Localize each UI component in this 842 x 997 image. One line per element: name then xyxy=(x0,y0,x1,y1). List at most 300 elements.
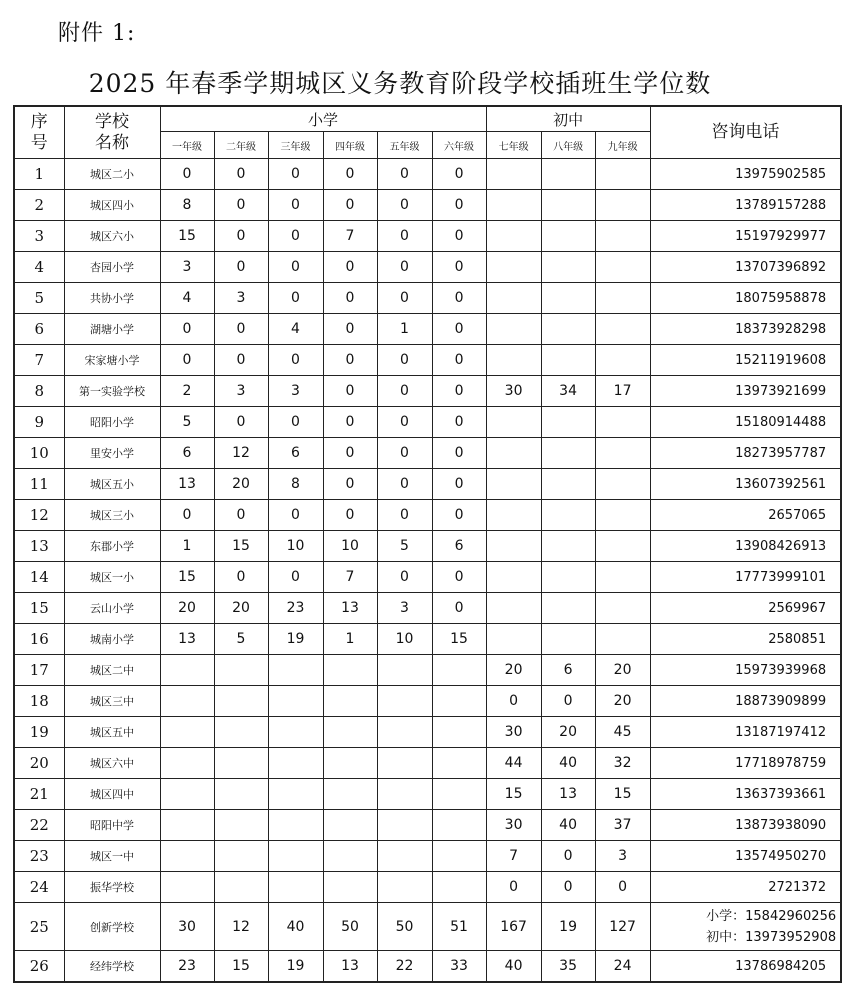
row-number: 2 xyxy=(14,190,64,221)
grade-seats-cell: 15 xyxy=(595,779,650,810)
grade-seats-cell: 15 xyxy=(486,779,541,810)
grade-seats-cell xyxy=(486,283,541,314)
grade-seats-cell: 0 xyxy=(541,872,595,903)
phone-number: 13786984205 xyxy=(735,958,827,974)
grade-seats-cell xyxy=(541,469,595,500)
grade-seats-cell: 127 xyxy=(595,903,650,951)
grade-seats-cell: 0 xyxy=(432,159,486,190)
school-name: 城区五小 xyxy=(64,469,160,500)
grade-seats-cell xyxy=(595,252,650,283)
grade-seats-cell: 0 xyxy=(432,252,486,283)
grade-seats-cell: 51 xyxy=(432,903,486,951)
grade-seats-cell: 0 xyxy=(432,500,486,531)
seq-header-line1: 序 xyxy=(30,111,48,132)
grade-seats-cell xyxy=(377,686,432,717)
school-header xyxy=(64,106,160,159)
grade-seats-cell xyxy=(486,562,541,593)
phone-cell xyxy=(650,469,841,500)
grade-seats-cell xyxy=(268,779,323,810)
grade-seats-cell xyxy=(268,655,323,686)
grade-seats-cell xyxy=(595,593,650,624)
grade-seats-cell: 3 xyxy=(160,252,214,283)
grade-header: 二年级 xyxy=(214,132,268,159)
grade-seats-cell xyxy=(377,779,432,810)
phone-number: 15211919608 xyxy=(735,352,827,368)
phone-cell xyxy=(650,159,841,190)
grade-seats-cell: 0 xyxy=(432,190,486,221)
phone-number: 2657065 xyxy=(768,507,827,523)
grade-seats-cell xyxy=(323,686,377,717)
grade-header: 九年级 xyxy=(595,132,650,159)
grade-seats-cell: 13 xyxy=(160,624,214,655)
grade-seats-cell xyxy=(268,717,323,748)
school-header-line1: 学校 xyxy=(95,111,129,132)
seq-header xyxy=(14,106,64,159)
grade-seats-cell xyxy=(377,810,432,841)
grade-seats-cell: 0 xyxy=(214,562,268,593)
phone-cell xyxy=(650,190,841,221)
grade-seats-cell xyxy=(432,810,486,841)
phone-number: 15973939968 xyxy=(735,662,827,678)
grade-seats-cell: 15 xyxy=(432,624,486,655)
row-number: 26 xyxy=(14,951,64,983)
grade-seats-cell xyxy=(486,624,541,655)
grade-seats-cell: 0 xyxy=(268,407,323,438)
row-number: 8 xyxy=(14,376,64,407)
phone-number: 17773999101 xyxy=(735,569,827,585)
row-number: 13 xyxy=(14,531,64,562)
row-number: 24 xyxy=(14,872,64,903)
grade-seats-cell: 35 xyxy=(541,951,595,983)
row-number: 3 xyxy=(14,221,64,252)
grade-seats-cell: 0 xyxy=(323,283,377,314)
row-number: 12 xyxy=(14,500,64,531)
grade-seats-cell: 0 xyxy=(432,314,486,345)
school-name: 城区五中 xyxy=(64,717,160,748)
grade-seats-cell xyxy=(595,562,650,593)
grade-seats-cell: 0 xyxy=(214,500,268,531)
phone-number: 18075958878 xyxy=(735,290,827,306)
grade-seats-cell: 45 xyxy=(595,717,650,748)
grade-seats-cell: 12 xyxy=(214,903,268,951)
grade-seats-cell xyxy=(323,872,377,903)
grade-seats-cell: 3 xyxy=(214,283,268,314)
phone-cell xyxy=(650,221,841,252)
phone-number: 15197929977 xyxy=(735,228,827,244)
grade-seats-cell: 5 xyxy=(377,531,432,562)
table-row xyxy=(14,624,841,655)
phone-cell xyxy=(650,407,841,438)
table-row xyxy=(14,252,841,283)
table-row xyxy=(14,469,841,500)
grade-seats-cell xyxy=(541,531,595,562)
grade-seats-cell xyxy=(432,717,486,748)
row-number: 18 xyxy=(14,686,64,717)
grade-seats-cell xyxy=(541,438,595,469)
grade-seats-cell xyxy=(323,717,377,748)
grade-seats-cell: 0 xyxy=(377,159,432,190)
grade-seats-cell xyxy=(214,841,268,872)
grade-seats-cell xyxy=(268,841,323,872)
school-name: 振华学校 xyxy=(64,872,160,903)
phone-cell xyxy=(650,376,841,407)
grade-seats-cell: 20 xyxy=(486,655,541,686)
school-name: 城区六小 xyxy=(64,221,160,252)
grade-seats-cell xyxy=(268,810,323,841)
phone-number: 2721372 xyxy=(768,879,827,895)
grade-seats-cell: 0 xyxy=(268,159,323,190)
grade-seats-cell: 0 xyxy=(323,376,377,407)
phone-number: 初中：13973952908 xyxy=(706,929,837,945)
grade-seats-cell xyxy=(377,655,432,686)
phone-number: 13973921699 xyxy=(735,383,827,399)
grade-seats-cell: 6 xyxy=(541,655,595,686)
grade-seats-cell: 0 xyxy=(377,500,432,531)
table-row xyxy=(14,655,841,686)
grade-seats-cell: 2 xyxy=(160,376,214,407)
school-name: 城区一小 xyxy=(64,562,160,593)
table-body xyxy=(14,159,841,983)
grade-seats-cell xyxy=(541,252,595,283)
table-row xyxy=(14,562,841,593)
grade-seats-cell: 10 xyxy=(323,531,377,562)
phone-number: 2569967 xyxy=(768,600,827,616)
grade-seats-cell: 0 xyxy=(214,407,268,438)
grade-seats-cell: 0 xyxy=(432,593,486,624)
table-row xyxy=(14,314,841,345)
grade-seats-cell: 0 xyxy=(323,407,377,438)
grade-seats-cell: 0 xyxy=(377,283,432,314)
grade-seats-cell: 0 xyxy=(214,252,268,283)
grade-seats-cell xyxy=(160,779,214,810)
grade-seats-cell: 0 xyxy=(432,438,486,469)
grade-seats-cell xyxy=(595,190,650,221)
grade-seats-cell: 1 xyxy=(323,624,377,655)
grade-seats-cell: 0 xyxy=(214,190,268,221)
phone-number: 2580851 xyxy=(768,631,827,647)
grade-seats-cell: 32 xyxy=(595,748,650,779)
grade-seats-cell: 13 xyxy=(323,951,377,983)
grade-seats-cell: 0 xyxy=(323,159,377,190)
grade-seats-cell xyxy=(432,655,486,686)
row-number: 11 xyxy=(14,469,64,500)
phone-number: 13187197412 xyxy=(735,724,827,740)
table-row xyxy=(14,951,841,983)
phone-cell xyxy=(650,252,841,283)
grade-seats-cell: 7 xyxy=(323,562,377,593)
grade-seats-cell: 0 xyxy=(377,407,432,438)
row-number: 20 xyxy=(14,748,64,779)
grade-seats-cell: 20 xyxy=(541,717,595,748)
grade-seats-cell: 19 xyxy=(268,624,323,655)
grade-seats-cell: 0 xyxy=(268,562,323,593)
attachment-label: 附件 1: xyxy=(58,21,136,46)
grade-seats-cell xyxy=(541,159,595,190)
grade-seats-cell: 12 xyxy=(214,438,268,469)
row-number: 25 xyxy=(14,903,64,951)
grade-seats-cell: 0 xyxy=(377,221,432,252)
grade-seats-cell: 0 xyxy=(323,500,377,531)
grade-seats-cell xyxy=(160,748,214,779)
school-name: 宋家塘小学 xyxy=(64,345,160,376)
grade-header: 六年级 xyxy=(432,132,486,159)
grade-seats-cell xyxy=(214,686,268,717)
school-name: 昭阳中学 xyxy=(64,810,160,841)
grade-seats-cell: 22 xyxy=(377,951,432,983)
grade-seats-cell: 10 xyxy=(377,624,432,655)
grade-seats-cell: 0 xyxy=(323,469,377,500)
grade-seats-cell xyxy=(160,810,214,841)
school-name: 湖塘小学 xyxy=(64,314,160,345)
grade-seats-cell xyxy=(323,841,377,872)
grade-seats-cell xyxy=(595,624,650,655)
grade-seats-cell xyxy=(595,438,650,469)
phone-cell xyxy=(650,500,841,531)
grade-seats-cell: 167 xyxy=(486,903,541,951)
grade-seats-cell xyxy=(160,655,214,686)
grade-seats-cell: 19 xyxy=(541,903,595,951)
grade-seats-cell: 0 xyxy=(377,438,432,469)
grade-seats-cell: 8 xyxy=(268,469,323,500)
grade-seats-cell: 15 xyxy=(214,951,268,983)
grade-seats-cell: 0 xyxy=(595,872,650,903)
phone-number: 13574950270 xyxy=(735,848,827,864)
grade-seats-cell xyxy=(377,872,432,903)
phone-cell xyxy=(650,872,841,903)
row-number: 5 xyxy=(14,283,64,314)
grade-seats-cell xyxy=(541,593,595,624)
grade-seats-cell xyxy=(486,345,541,376)
grade-seats-cell xyxy=(541,283,595,314)
phone-number: 17718978759 xyxy=(735,755,827,771)
phone-number: 13789157288 xyxy=(735,197,827,213)
grade-seats-cell: 0 xyxy=(323,252,377,283)
phone-number: 13607392561 xyxy=(735,476,827,492)
grade-seats-cell: 0 xyxy=(268,500,323,531)
row-number: 17 xyxy=(14,655,64,686)
grade-seats-cell: 20 xyxy=(595,686,650,717)
school-name: 里安小学 xyxy=(64,438,160,469)
grade-seats-cell: 0 xyxy=(541,686,595,717)
grade-seats-cell xyxy=(432,748,486,779)
grade-seats-cell xyxy=(214,748,268,779)
grade-seats-cell: 44 xyxy=(486,748,541,779)
school-name: 杏园小学 xyxy=(64,252,160,283)
grade-seats-cell: 15 xyxy=(214,531,268,562)
school-name: 城区六中 xyxy=(64,748,160,779)
grade-seats-cell xyxy=(486,407,541,438)
grade-seats-cell xyxy=(541,221,595,252)
grade-seats-cell: 0 xyxy=(432,469,486,500)
grade-seats-cell xyxy=(432,686,486,717)
primary-school-header: 小学 xyxy=(160,106,486,132)
grade-seats-cell: 3 xyxy=(377,593,432,624)
grade-seats-cell xyxy=(486,314,541,345)
table-row xyxy=(14,810,841,841)
table-row xyxy=(14,779,841,810)
grade-seats-cell xyxy=(541,190,595,221)
phone-cell xyxy=(650,531,841,562)
phone-number: 18373928298 xyxy=(735,321,827,337)
phone-cell xyxy=(650,903,841,951)
phone-cell xyxy=(650,810,841,841)
grade-seats-cell: 0 xyxy=(377,562,432,593)
table-row xyxy=(14,903,841,951)
grade-seats-cell: 0 xyxy=(160,159,214,190)
grade-seats-cell: 0 xyxy=(323,345,377,376)
grade-seats-cell: 0 xyxy=(160,345,214,376)
grade-seats-cell: 3 xyxy=(268,376,323,407)
grade-seats-cell: 8 xyxy=(160,190,214,221)
phone-cell xyxy=(650,748,841,779)
grade-seats-cell: 0 xyxy=(214,221,268,252)
table-row xyxy=(14,593,841,624)
grade-seats-cell xyxy=(486,593,541,624)
phone-cell xyxy=(650,779,841,810)
grade-header: 三年级 xyxy=(268,132,323,159)
grade-seats-cell xyxy=(160,872,214,903)
school-name: 城南小学 xyxy=(64,624,160,655)
grade-seats-cell: 0 xyxy=(268,252,323,283)
row-number: 15 xyxy=(14,593,64,624)
grade-seats-cell: 20 xyxy=(160,593,214,624)
grade-seats-cell: 0 xyxy=(432,407,486,438)
table-row xyxy=(14,748,841,779)
grade-seats-cell: 0 xyxy=(432,283,486,314)
grade-seats-cell: 7 xyxy=(323,221,377,252)
grade-seats-cell xyxy=(268,686,323,717)
table-row xyxy=(14,159,841,190)
grade-seats-cell xyxy=(214,717,268,748)
grade-seats-cell xyxy=(160,841,214,872)
row-number: 6 xyxy=(14,314,64,345)
grade-seats-cell: 20 xyxy=(595,655,650,686)
grade-seats-cell: 0 xyxy=(486,686,541,717)
middle-school-header: 初中 xyxy=(486,106,650,132)
phone-number: 13707396892 xyxy=(735,259,827,275)
grade-seats-cell: 20 xyxy=(214,469,268,500)
phone-cell xyxy=(650,686,841,717)
grade-seats-cell: 4 xyxy=(160,283,214,314)
phone-cell xyxy=(650,593,841,624)
phone-cell xyxy=(650,717,841,748)
school-name: 经纬学校 xyxy=(64,951,160,983)
grade-seats-cell: 0 xyxy=(323,190,377,221)
grade-seats-cell: 40 xyxy=(486,951,541,983)
table-row xyxy=(14,717,841,748)
grade-seats-cell xyxy=(486,190,541,221)
grade-seats-cell: 0 xyxy=(323,314,377,345)
grade-seats-cell: 0 xyxy=(432,562,486,593)
grade-seats-cell xyxy=(377,841,432,872)
table-row xyxy=(14,438,841,469)
grade-seats-cell: 5 xyxy=(214,624,268,655)
grade-seats-cell: 6 xyxy=(432,531,486,562)
school-name: 共协小学 xyxy=(64,283,160,314)
grade-seats-cell: 0 xyxy=(323,438,377,469)
grade-seats-cell xyxy=(323,655,377,686)
phone-cell xyxy=(650,841,841,872)
grade-seats-cell xyxy=(541,500,595,531)
grade-seats-cell xyxy=(595,407,650,438)
school-name: 城区二小 xyxy=(64,159,160,190)
school-name: 城区四小 xyxy=(64,190,160,221)
grade-seats-cell xyxy=(486,531,541,562)
school-name: 城区三小 xyxy=(64,500,160,531)
phone-cell xyxy=(650,314,841,345)
grade-seats-cell xyxy=(486,438,541,469)
grade-seats-cell: 7 xyxy=(486,841,541,872)
table-row xyxy=(14,872,841,903)
table-header xyxy=(14,106,841,159)
grade-header: 四年级 xyxy=(323,132,377,159)
grade-seats-cell xyxy=(595,531,650,562)
row-number: 21 xyxy=(14,779,64,810)
table-row xyxy=(14,531,841,562)
grade-seats-cell xyxy=(377,748,432,779)
table-row xyxy=(14,407,841,438)
phone-cell xyxy=(650,562,841,593)
row-number: 7 xyxy=(14,345,64,376)
row-number: 16 xyxy=(14,624,64,655)
grade-seats-cell xyxy=(268,748,323,779)
grade-seats-cell xyxy=(595,159,650,190)
grade-header: 七年级 xyxy=(486,132,541,159)
grade-seats-cell: 15 xyxy=(160,221,214,252)
grade-seats-cell: 6 xyxy=(160,438,214,469)
grade-seats-cell: 19 xyxy=(268,951,323,983)
page-title: 2025 年春季学期城区义务教育阶段学校插班生学位数 xyxy=(88,69,712,98)
grade-seats-cell xyxy=(486,469,541,500)
enrollment-table xyxy=(13,105,842,983)
grade-seats-cell: 40 xyxy=(541,748,595,779)
grade-seats-cell: 20 xyxy=(214,593,268,624)
school-name: 第一实验学校 xyxy=(64,376,160,407)
grade-seats-cell: 0 xyxy=(214,314,268,345)
grade-seats-cell xyxy=(214,655,268,686)
grade-seats-cell xyxy=(160,686,214,717)
grade-seats-cell xyxy=(323,748,377,779)
grade-seats-cell xyxy=(486,221,541,252)
grade-header: 五年级 xyxy=(377,132,432,159)
grade-header: 八年级 xyxy=(541,132,595,159)
row-number: 14 xyxy=(14,562,64,593)
grade-seats-cell: 24 xyxy=(595,951,650,983)
grade-seats-cell: 0 xyxy=(432,221,486,252)
phone-number: 13908426913 xyxy=(735,538,827,554)
grade-header: 一年级 xyxy=(160,132,214,159)
grade-seats-cell xyxy=(595,283,650,314)
grade-seats-cell xyxy=(432,779,486,810)
grade-seats-cell: 0 xyxy=(160,314,214,345)
grade-seats-cell xyxy=(595,221,650,252)
grade-seats-cell: 0 xyxy=(214,159,268,190)
grade-seats-cell: 33 xyxy=(432,951,486,983)
grade-seats-cell xyxy=(214,779,268,810)
phone-cell xyxy=(650,951,841,983)
grade-seats-cell: 34 xyxy=(541,376,595,407)
school-name: 城区一中 xyxy=(64,841,160,872)
phone-cell xyxy=(650,624,841,655)
school-name: 云山小学 xyxy=(64,593,160,624)
grade-seats-cell xyxy=(541,624,595,655)
phone-number: 18273957787 xyxy=(735,445,827,461)
grade-seats-cell xyxy=(595,345,650,376)
school-name: 东郡小学 xyxy=(64,531,160,562)
grade-seats-cell: 13 xyxy=(541,779,595,810)
grade-seats-cell xyxy=(323,779,377,810)
grade-seats-cell: 0 xyxy=(486,872,541,903)
